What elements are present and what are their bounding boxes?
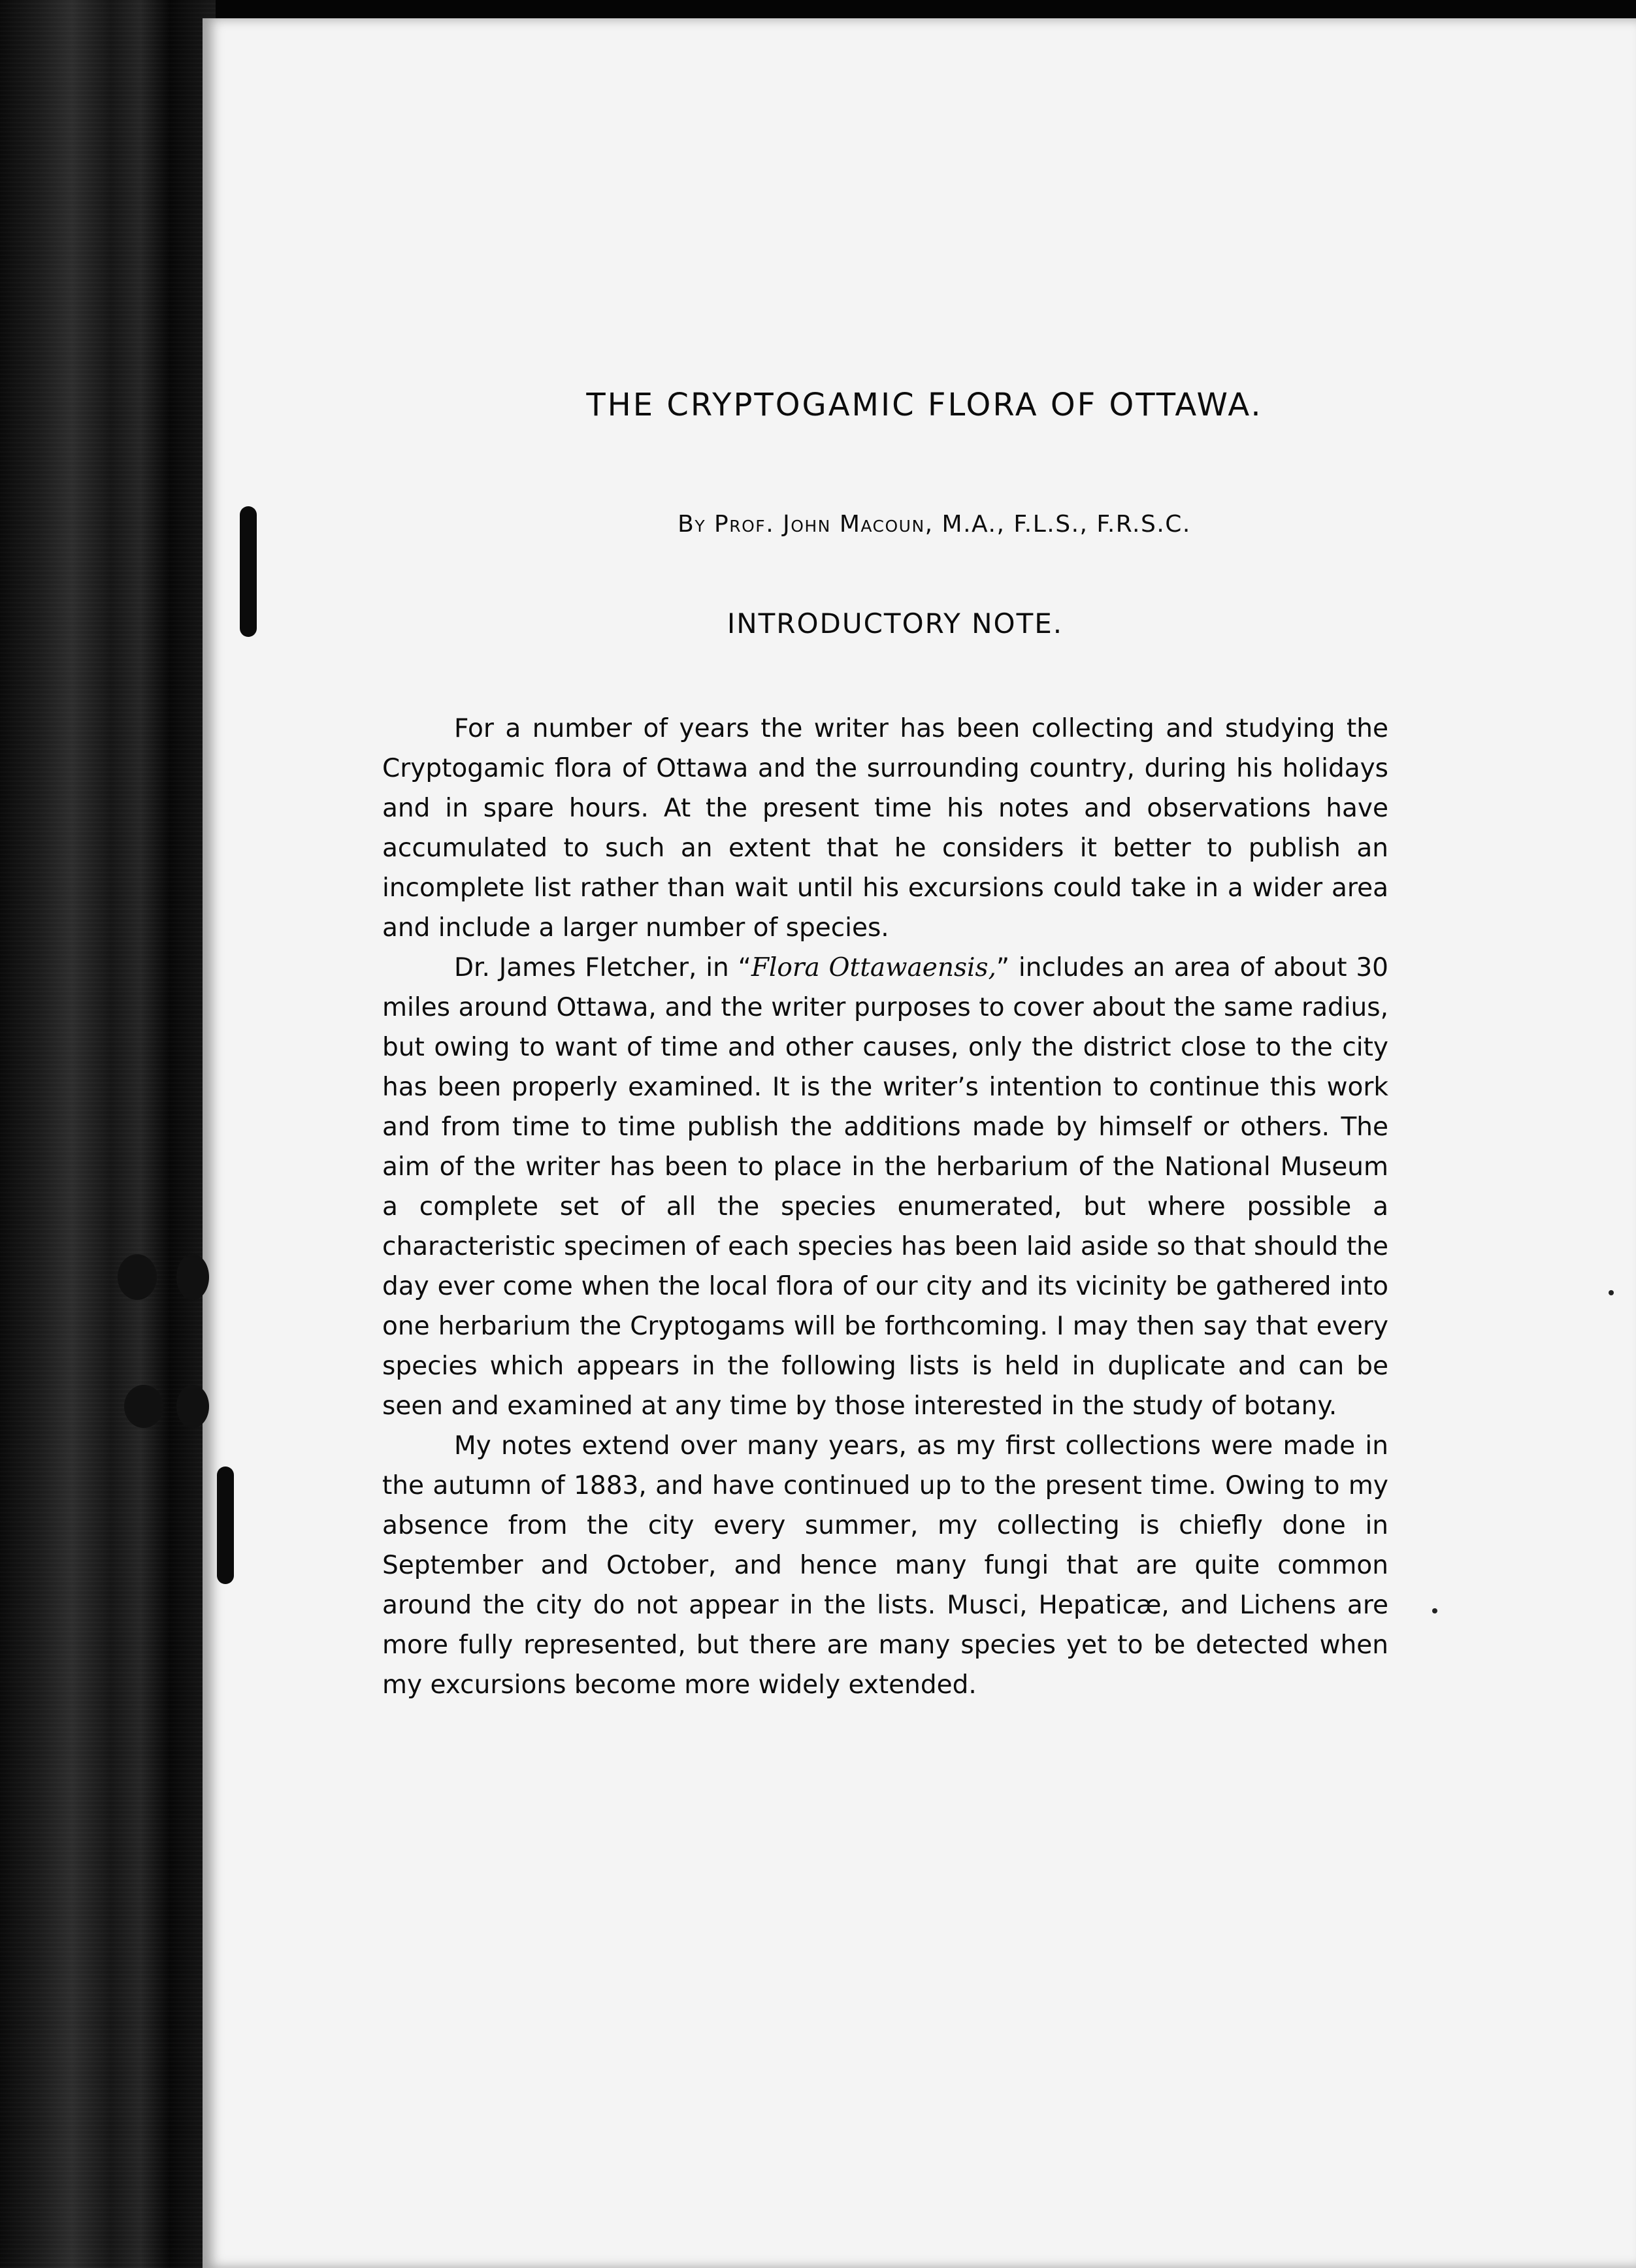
- paragraph: For a number of years the writer has been collecting and studying the Cryptogamic flora of Ottawa and the surrounding country, during his holidays and in spare hours. At the present time his notes and observations have accumulated to such an extent that he considers it better to publish an incomplete list rather than wait until his excursions could take in a wider area and include a larger number of species.: [382, 714, 1388, 943]
- cited-work-title: Flora Ottawaensis,: [751, 953, 996, 982]
- paragraph: [382, 948, 1388, 1426]
- paragraph-continuation: ” includes an area of about 30 miles around Ottawa, and the writer purposes to cover about the same radius, but owing to want of time and other causes, only the district close to the city has been properly examined. It is the writer’s intention to continue this work and from time to time publish the additions made by himself or others. The aim of the writer has been to place in the herbarium of the National Museum a complete set of all the species enumerated, but where possible a characteristic specimen of each species has been laid aside so that should the day ever come when the local flora of our city and its vicinity be gathered into one herbarium the Cryptogams will be forthcoming. I may then say that every species which appears in the following lists is held in duplicate and can be seen and examined at any time by those interested in the study of botany.: [382, 953, 1388, 1421]
- section-heading: INTRODUCTORY NOTE.: [727, 608, 1064, 640]
- author-byline: By Prof. John Macoun, M.A., F.L.S., F.R.S.C.: [678, 511, 1191, 538]
- body-text: [382, 709, 1388, 1705]
- page-title: THE CRYPTOGAMIC FLORA OF OTTAWA.: [586, 387, 1263, 423]
- paragraph-lead: Dr. James Fletcher, in “: [454, 953, 751, 982]
- paragraph: My notes extend over many years, as my first collections were made in the autumn of 1883, and have continued up to the present time. Owing to my absence from the city every summer, my collecting is chiefly done in September and October, and hence many fungi that are quite common around the city do not appear in the lists. Musci, Hepaticæ, and Lichens are more fully represented, but there are many species yet to be detected when my excursions become more widely extended.: [382, 1431, 1388, 1700]
